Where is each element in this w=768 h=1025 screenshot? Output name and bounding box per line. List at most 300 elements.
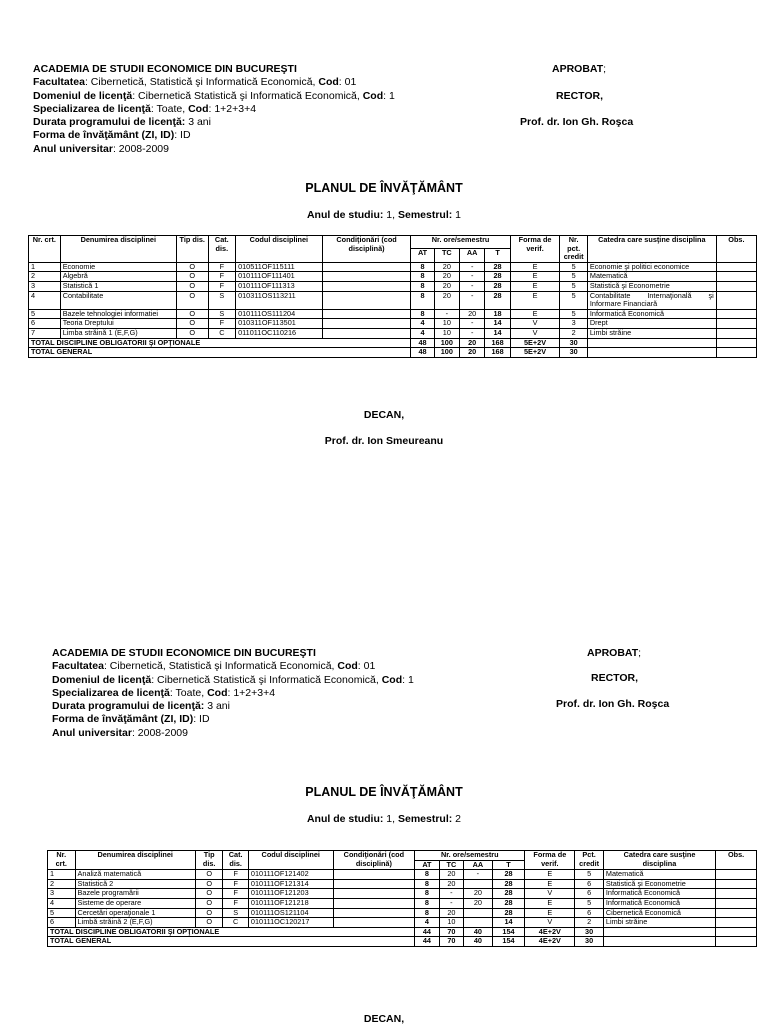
row-code: 010111OF121203 — [248, 889, 333, 899]
col-cat: Cat. dis. — [208, 236, 235, 263]
duration-label: Durata programului de licenţă: — [33, 116, 186, 129]
row-name: Bazele tehnologiei informatiei — [60, 309, 176, 319]
row-aa: - — [460, 328, 485, 338]
row-obs — [716, 908, 757, 918]
row-credit: 3 — [560, 319, 587, 329]
table-row — [48, 898, 757, 908]
col-hours: Nr. ore/semestru — [411, 236, 510, 249]
spec-code-label: Cod — [188, 102, 209, 115]
total-credit: 30 — [575, 927, 604, 937]
row-dept: Informatică Economică — [603, 889, 715, 899]
row-dept: Statistică şi Econometrie — [603, 879, 715, 889]
table-row — [29, 291, 757, 309]
row-code: 010511OF115111 — [236, 262, 323, 272]
row-verif: E — [510, 291, 560, 309]
row-verif: E — [510, 309, 560, 319]
col-verif: Forma de verif. — [525, 851, 575, 870]
row-tip: O — [176, 272, 208, 282]
row-cat: F — [223, 870, 249, 880]
rector-name: Prof. dr. Ion Gh. Roşca — [520, 116, 634, 128]
row-dept: Limbi străine — [603, 918, 715, 928]
row-nr: 2 — [48, 879, 76, 889]
total-verif: 5E+2V — [510, 338, 560, 348]
row-nr: 7 — [29, 328, 61, 338]
table-row — [29, 309, 757, 319]
row-credit: 5 — [560, 291, 587, 309]
plan-title: PLANUL DE ÎNVĂŢĂMÂNT — [305, 785, 463, 799]
total-aa: 20 — [460, 338, 485, 348]
row-verif: E — [525, 879, 575, 889]
domain-code: : 1 — [383, 89, 395, 102]
row-name: Teoria Dreptului — [60, 319, 176, 329]
col-credit: Nr. pct. credit — [560, 236, 587, 263]
row-cat: F — [208, 262, 235, 272]
col-tip: Tip dis. — [195, 851, 223, 870]
table-row — [29, 328, 757, 338]
row-code: 010111OS121104 — [248, 908, 333, 918]
row-t: 28 — [492, 879, 525, 889]
row-tip: O — [176, 309, 208, 319]
row-nr: 5 — [29, 309, 61, 319]
table-row — [48, 908, 757, 918]
duration-value: 3 ani — [204, 700, 230, 713]
row-nr: 4 — [29, 291, 61, 309]
col-nr: Nr. crt. — [48, 851, 76, 870]
row-at: 8 — [415, 908, 439, 918]
total-t: 168 — [485, 338, 510, 348]
row-verif: E — [510, 272, 560, 282]
row-tc: 20 — [434, 281, 459, 291]
table-row — [48, 879, 757, 889]
row-aa: 20 — [464, 898, 493, 908]
row-credit: 5 — [560, 272, 587, 282]
spec-code: : 1+2+3+4 — [227, 686, 276, 699]
col-t: T — [485, 249, 510, 262]
total-aa: 40 — [464, 937, 493, 947]
row-tip: O — [195, 879, 223, 889]
col-tc: TC — [434, 249, 459, 262]
col-obs: Obs. — [716, 851, 757, 870]
row-nr: 5 — [48, 908, 76, 918]
form-value: : ID — [193, 713, 210, 726]
dean-name: Prof. dr. Ion Smeureanu — [324, 435, 444, 447]
row-tip: O — [176, 328, 208, 338]
row-name: Sisteme de operare — [75, 898, 195, 908]
row-credit: 5 — [560, 262, 587, 272]
row-obs — [716, 281, 756, 291]
dean-label: DECAN, — [363, 1013, 405, 1025]
row-verif: V — [510, 319, 560, 329]
table-row — [29, 262, 757, 272]
col-obs: Obs. — [716, 236, 756, 263]
year-value: : 2008-2009 — [112, 142, 169, 155]
total-dept — [603, 927, 715, 937]
row-tc: 20 — [434, 291, 459, 309]
total-tc: 100 — [434, 348, 459, 358]
duration-label: Durata programului de licenţă: — [52, 700, 205, 713]
faculty-code-label: Cod — [337, 660, 358, 673]
row-t: 28 — [492, 908, 525, 918]
row-dept: Matematică — [587, 272, 716, 282]
total-label: TOTAL GENERAL — [29, 348, 411, 358]
row-tc: 10 — [434, 319, 459, 329]
row-tc: 10 — [434, 328, 459, 338]
row-cond — [322, 291, 411, 309]
row-nr: 1 — [48, 870, 76, 880]
col-cond: Condiţionări (cod disciplină) — [333, 851, 415, 870]
total-tc: 70 — [439, 927, 463, 937]
row-at: 4 — [415, 918, 439, 928]
rector-label: RECTOR, — [591, 672, 639, 684]
row-aa: - — [460, 291, 485, 309]
col-aa: AA — [460, 249, 485, 262]
row-obs — [716, 889, 757, 899]
total-at: 44 — [415, 927, 439, 937]
row-verif: V — [525, 918, 575, 928]
row-cat: F — [208, 281, 235, 291]
total-row — [29, 338, 757, 348]
row-tc: 20 — [434, 262, 459, 272]
row-credit: 5 — [560, 281, 587, 291]
row-at: 8 — [415, 889, 439, 899]
col-credit: Pct. credit — [575, 851, 604, 870]
row-verif: E — [510, 262, 560, 272]
rector-name: Prof. dr. Ion Gh. Roşca — [556, 698, 670, 710]
col-code: Codul disciplinei — [248, 851, 333, 870]
row-obs — [716, 879, 757, 889]
col-hours: Nr. ore/semestru — [415, 851, 525, 861]
row-code: 010111OF121314 — [248, 879, 333, 889]
row-nr: 6 — [29, 319, 61, 329]
total-row — [48, 937, 757, 947]
row-credit: 2 — [560, 328, 587, 338]
row-nr: 2 — [29, 272, 61, 282]
row-tc: 20 — [439, 879, 463, 889]
row-name: Statistică 1 — [60, 281, 176, 291]
row-at: 8 — [411, 262, 434, 272]
row-tc: 20 — [439, 908, 463, 918]
total-verif: 5E+2V — [510, 348, 560, 358]
row-code: 010311OF113501 — [236, 319, 323, 329]
row-aa: 20 — [464, 889, 493, 899]
row-name: Limba străină 1 (E,F,G) — [60, 328, 176, 338]
form-label: Forma de învăţământ (ZI, ID) — [52, 713, 194, 726]
total-credit: 30 — [560, 338, 587, 348]
row-cat: S — [208, 309, 235, 319]
row-credit: 6 — [575, 879, 604, 889]
row-verif: E — [525, 870, 575, 880]
faculty-label: Facultatea — [52, 660, 104, 673]
domain-value: : Cibernetică Statistică şi Informatică Economică, — [151, 673, 382, 686]
row-cat: C — [223, 918, 249, 928]
total-label: TOTAL DISCIPLINE OBLIGATORII ŞI OPŢIONALE — [29, 338, 411, 348]
row-dept: Cibernetică Economică — [603, 908, 715, 918]
row-name: Bazele programării — [75, 889, 195, 899]
row-dept: Statistică şi Econometrie — [587, 281, 716, 291]
row-name: Contabilitate — [60, 291, 176, 309]
table-row — [29, 281, 757, 291]
row-cond — [322, 281, 411, 291]
row-cat: F — [223, 879, 249, 889]
study-year-line: Anul de studiu: 1, Semestrul: 2 — [306, 813, 462, 825]
row-tc: 10 — [439, 918, 463, 928]
row-cond — [322, 319, 411, 329]
spec-label: Specializarea de licenţă — [52, 686, 170, 699]
total-tc: 70 — [439, 937, 463, 947]
approved-label: APROBAT; — [552, 63, 607, 75]
row-aa: 20 — [460, 309, 485, 319]
row-cond — [333, 918, 415, 928]
total-obs — [716, 927, 757, 937]
row-t: 28 — [492, 889, 525, 899]
row-code: 010111OS111204 — [236, 309, 323, 319]
row-at: 4 — [411, 319, 434, 329]
row-tip: O — [195, 898, 223, 908]
year-label: Anul universitar — [33, 142, 113, 155]
faculty-code-label: Cod — [318, 76, 339, 89]
total-aa: 40 — [464, 927, 493, 937]
col-nr: Nr. crt. — [29, 236, 61, 263]
row-code: 010311OS113211 — [236, 291, 323, 309]
total-t: 154 — [492, 937, 525, 947]
domain-code: : 1 — [402, 673, 414, 686]
row-at: 8 — [415, 898, 439, 908]
row-name: Analiză matematică — [75, 870, 195, 880]
row-tip: O — [176, 281, 208, 291]
row-name: Limbă străină 2 (E,F,G) — [75, 918, 195, 928]
row-cond — [333, 898, 415, 908]
total-verif: 4E+2V — [525, 937, 575, 947]
row-cond — [333, 889, 415, 899]
row-t: 28 — [485, 262, 510, 272]
row-cond — [322, 272, 411, 282]
total-verif: 4E+2V — [525, 927, 575, 937]
total-at: 48 — [411, 348, 434, 358]
row-credit: 5 — [560, 309, 587, 319]
row-verif: E — [510, 281, 560, 291]
table-row — [29, 319, 757, 329]
total-row — [48, 927, 757, 937]
total-at: 44 — [415, 937, 439, 947]
row-tip: O — [195, 870, 223, 880]
row-obs — [716, 918, 757, 928]
col-cond: Condiţionări (cod disciplină) — [322, 236, 411, 263]
row-name: Economie — [60, 262, 176, 272]
row-name: Cercetări operaţionale 1 — [75, 908, 195, 918]
spec-value: : Toate, — [150, 102, 189, 115]
row-cond — [333, 879, 415, 889]
row-cat: F — [208, 319, 235, 329]
row-code: 010111OF111313 — [236, 281, 323, 291]
total-credit: 30 — [575, 937, 604, 947]
col-at: AT — [415, 860, 439, 870]
row-obs — [716, 870, 757, 880]
total-label: TOTAL GENERAL — [48, 937, 415, 947]
row-credit: 2 — [575, 918, 604, 928]
row-dept: Informatică Economică — [587, 309, 716, 319]
dean-label: DECAN, — [363, 409, 405, 421]
row-credit: 5 — [575, 870, 604, 880]
row-nr: 4 — [48, 898, 76, 908]
row-nr: 6 — [48, 918, 76, 928]
row-tip: O — [195, 889, 223, 899]
row-verif: V — [525, 889, 575, 899]
total-t: 154 — [492, 927, 525, 937]
row-obs — [716, 291, 756, 309]
col-verif: Forma de verif. — [510, 236, 560, 263]
row-obs — [716, 262, 756, 272]
row-code: 010111OC120217 — [248, 918, 333, 928]
row-nr: 3 — [48, 889, 76, 899]
row-credit: 6 — [575, 908, 604, 918]
row-cat: C — [208, 328, 235, 338]
row-cond — [322, 328, 411, 338]
row-at: 8 — [415, 870, 439, 880]
row-code: 010111OF121402 — [248, 870, 333, 880]
curriculum-table — [47, 850, 757, 947]
row-t: 28 — [492, 870, 525, 880]
spec-value: : Toate, — [169, 686, 208, 699]
domain-value: : Cibernetică Statistică şi Informatică Economică, — [132, 89, 363, 102]
study-year-line: Anul de studiu: 1, Semestrul: 1 — [306, 209, 462, 221]
row-at: 8 — [411, 281, 434, 291]
faculty-value: : Cibernetică, Statistică şi Informatică Economică, — [84, 76, 319, 89]
row-t: 14 — [492, 918, 525, 928]
row-tc: - — [439, 889, 463, 899]
faculty-value: : Cibernetică, Statistică şi Informatică Economică, — [103, 660, 338, 673]
row-verif: V — [510, 328, 560, 338]
faculty-code: : 01 — [357, 660, 376, 673]
row-obs — [716, 272, 756, 282]
rector-label: RECTOR, — [556, 90, 604, 102]
row-aa — [464, 908, 493, 918]
faculty-code: : 01 — [338, 76, 357, 89]
total-credit: 30 — [560, 348, 587, 358]
table-row — [48, 889, 757, 899]
spec-label: Specializarea de licenţă — [33, 102, 151, 115]
row-dept: Economie şi politici economice — [587, 262, 716, 272]
form-label: Forma de învăţământ (ZI, ID) — [33, 129, 175, 142]
row-at: 8 — [411, 309, 434, 319]
row-aa — [464, 918, 493, 928]
col-t: T — [492, 860, 525, 870]
row-credit: 5 — [575, 898, 604, 908]
row-cat: S — [223, 908, 249, 918]
row-dept: Limbi străine — [587, 328, 716, 338]
institution-name: ACADEMIA DE STUDII ECONOMICE DIN BUCUREŞTI — [33, 63, 297, 75]
row-at: 8 — [411, 291, 434, 309]
row-name: Algebră — [60, 272, 176, 282]
row-cond — [333, 908, 415, 918]
domain-label: Domeniul de licenţă — [33, 89, 133, 102]
row-aa: - — [460, 319, 485, 329]
table-row — [48, 918, 757, 928]
table-row — [48, 870, 757, 880]
col-tip: Tip dis. — [176, 236, 208, 263]
col-cat: Cat. dis. — [223, 851, 249, 870]
row-t: 14 — [485, 319, 510, 329]
row-code: 010111OF111401 — [236, 272, 323, 282]
col-name: Denumirea disciplinei — [60, 236, 176, 263]
row-tc: - — [439, 898, 463, 908]
col-aa: AA — [464, 860, 493, 870]
row-aa: - — [460, 281, 485, 291]
col-name: Denumirea disciplinei — [75, 851, 195, 870]
form-value: : ID — [174, 129, 191, 142]
plan-title: PLANUL DE ÎNVĂŢĂMÂNT — [305, 181, 463, 195]
year-value: : 2008-2009 — [131, 726, 188, 739]
row-aa: - — [460, 262, 485, 272]
row-cat: F — [223, 889, 249, 899]
row-t: 18 — [485, 309, 510, 319]
total-dept — [587, 338, 716, 348]
row-tc: 20 — [434, 272, 459, 282]
row-verif: E — [525, 898, 575, 908]
total-obs — [716, 937, 757, 947]
row-tip: O — [195, 918, 223, 928]
total-aa: 20 — [460, 348, 485, 358]
year-label: Anul universitar — [52, 726, 132, 739]
row-obs — [716, 898, 757, 908]
row-aa: - — [464, 870, 493, 880]
total-t: 168 — [485, 348, 510, 358]
row-obs — [716, 319, 756, 329]
total-dept — [587, 348, 716, 358]
row-t: 28 — [492, 898, 525, 908]
row-cond — [333, 870, 415, 880]
col-at: AT — [411, 249, 434, 262]
domain-label: Domeniul de licenţă — [52, 673, 152, 686]
header-block — [52, 647, 414, 740]
total-row — [29, 348, 757, 358]
row-cat: F — [208, 272, 235, 282]
row-t: 28 — [485, 272, 510, 282]
row-aa: - — [460, 272, 485, 282]
total-tc: 100 — [434, 338, 459, 348]
col-tc: TC — [439, 860, 463, 870]
faculty-label: Facultatea — [33, 76, 85, 89]
duration-value: 3 ani — [185, 116, 211, 129]
row-tc: - — [434, 309, 459, 319]
table-row — [29, 272, 757, 282]
row-dept: Matematică — [603, 870, 715, 880]
row-nr: 3 — [29, 281, 61, 291]
row-tip: O — [195, 908, 223, 918]
domain-code-label: Cod — [381, 673, 403, 686]
total-obs — [716, 348, 756, 358]
col-dept: Catedra care susţine disciplina — [603, 851, 715, 870]
row-tip: O — [176, 319, 208, 329]
curriculum-table — [28, 235, 757, 358]
row-t: 28 — [485, 291, 510, 309]
spec-code-label: Cod — [207, 686, 228, 699]
institution-name: ACADEMIA DE STUDII ECONOMICE DIN BUCUREŞTI — [52, 647, 316, 659]
row-at: 8 — [415, 879, 439, 889]
row-at: 4 — [411, 328, 434, 338]
row-tip: O — [176, 291, 208, 309]
total-label: TOTAL DISCIPLINE OBLIGATORII ŞI OPŢIONALE — [48, 927, 415, 937]
row-verif: E — [525, 908, 575, 918]
col-code: Codul disciplinei — [236, 236, 323, 263]
row-tip: O — [176, 262, 208, 272]
row-aa — [464, 879, 493, 889]
row-name: Statistică 2 — [75, 879, 195, 889]
row-obs — [716, 328, 756, 338]
approved-label: APROBAT; — [587, 647, 642, 659]
domain-code-label: Cod — [362, 89, 384, 102]
header-block — [33, 63, 395, 156]
row-tc: 20 — [439, 870, 463, 880]
